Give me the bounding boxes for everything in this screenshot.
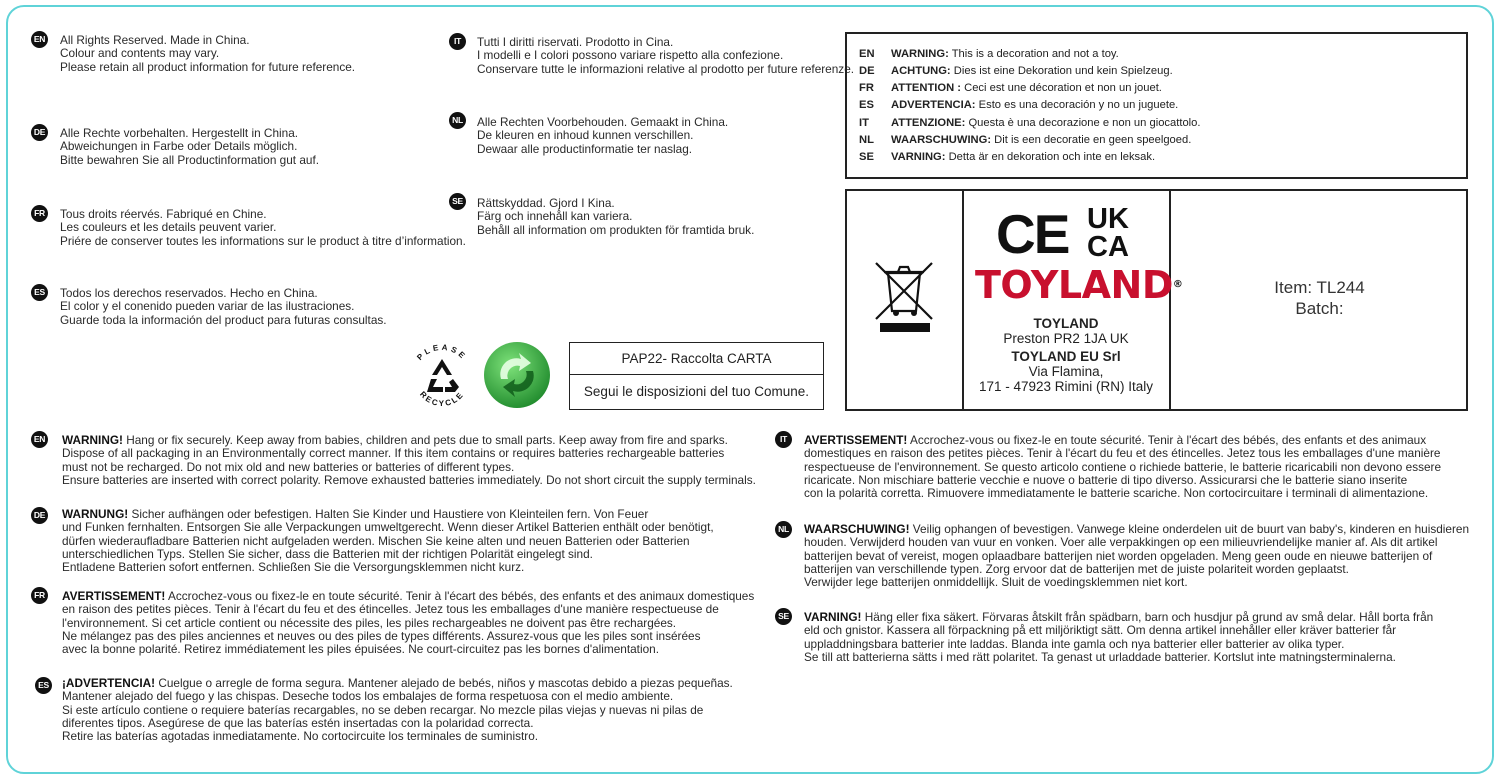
eu-address-2: 171 - 47923 Rimini (RN) Italy bbox=[978, 379, 1154, 394]
notice-en: All Rights Reserved. Made in China. Colour and contents may vary. Please retain all product information for future reference. bbox=[60, 33, 356, 74]
item-panel bbox=[1171, 277, 1468, 319]
green-dot-icon bbox=[483, 341, 551, 409]
lang-badge-de: DE bbox=[31, 507, 48, 524]
compliance-box bbox=[845, 189, 1468, 411]
lang-badge-es: ES bbox=[31, 284, 48, 301]
lang-badge-fr: FR bbox=[31, 587, 48, 604]
please-recycle-logo bbox=[407, 339, 477, 409]
lang-badge-se: SE bbox=[775, 608, 792, 625]
lang-badge-en: EN bbox=[31, 31, 48, 48]
lang-badge-de: DE bbox=[31, 124, 48, 141]
ukca-bottom: CA bbox=[1087, 231, 1129, 263]
eu-address-1: Via Flamina, bbox=[1028, 364, 1104, 379]
lang-badge-se: SE bbox=[449, 193, 466, 210]
safety-nl: WAARSCHUWING! Veilig ophangen of bevestigen. Vanwege kleine onderdelen uit de buurt van baby's, kinderen en huisdieren houden. Verwijderd houden van vuur en vonken. Voer alle verpakkingen op een milieuvriendelijke manier af. Als dit artikel batterijen bevat of vereist, mogen oplaadbare batterijen niet worden opgeladen. Meng geen oude en nieuwe batterijen of batterijen van verschillende typen. Zorg ervoor dat de batterijen met de juiste polariteit worden geplaatst. Verwijder lege batterijen onmiddellijk. Sluit de voedingsklemmen niet kort. bbox=[804, 522, 1470, 590]
address-block bbox=[963, 316, 1169, 394]
pap-code: PAP22- Raccolta CARTA bbox=[570, 343, 823, 375]
safety-en: WARNING! Hang or fix securely. Keep away from babies, children and pets due to small parts. Keep away from fire and sparks. Dispose of all packaging in an Environmentally correct manner. If this item contains or requires batteries rechargeable batteries must not be recharged. Do not mix old and new batteries or batteries of different types. Ensure batteries are inserted with correct polarity. Remove exhausted batteries immediately. Do not short circuit the supply terminals. bbox=[62, 433, 756, 487]
lang-badge-nl: NL bbox=[775, 521, 792, 538]
safety-it: AVERTISSEMENT! Accrochez-vous ou fixez-le en toute sécurité. Tenir à l'écart des bébés, des enfants et des animaux domestiques en raison des petites pièces. Tenir à l'écart du feu et des étincelles. Jetez tous les emballages d'une manière respectueuse de l'environnement. Se questo articolo contiene o richiede batterie, le batterie ricaricabili non devono essere ricaricate. Non mischiare batterie vecchie e nuove o batterie di tipo diverso. Assicurarsi che le batterie siano inserite con la polarità corretta. Rimuovere immediatamente le batterie scariche. Non cortocircuitare i terminali di alimentazione. bbox=[804, 433, 1442, 501]
svg-text:PLEASE bbox=[415, 343, 469, 362]
ukca-top: UK bbox=[1087, 203, 1129, 235]
pap-instruction: Segui le disposizioni del tuo Comune. bbox=[583, 384, 810, 399]
lang-badge-it: IT bbox=[449, 33, 466, 50]
notice-fr: Tous droits réervés. Fabriqué en Chine. Les couleurs et les details peuvent varier. Priére de conserver toutes les informations sur le product à titre d’information. bbox=[60, 207, 466, 248]
ukca-mark bbox=[1087, 205, 1129, 261]
batch-number: Batch: bbox=[1295, 299, 1344, 318]
eu-company: TOYLAND EU Srl bbox=[1011, 349, 1121, 364]
weee-bin-icon bbox=[874, 259, 936, 340]
uk-address: Preston PR2 1JA UK bbox=[1003, 331, 1129, 346]
toyland-logo bbox=[975, 265, 1182, 305]
safety-fr: AVERTISSEMENT! Accrochez-vous ou fixez-le en toute sécurité. Tenir à l'écart des bébés, des enfants et des animaux domestiques en raison des petites pièces. Tenir à l'écart du feu et des étincelles. Jetez tous les emballages d'une manière respectueuse de l'environnement. Si cet article contient ou nécessite des piles, les piles rechargeables ne doivent pas être rechargées. Ne mélangez pas des piles anciennes et neuves ou des piles de types différents. Assurez-vous que les piles sont insérées avec la bonne polarité. Retirez immédiatement les piles épuisées. Ne court-circuitez pas les bornes d'alimentation. bbox=[62, 589, 755, 657]
svg-text:RECYCLE bbox=[418, 390, 466, 408]
recycle-text-ring bbox=[407, 339, 477, 409]
notice-de: Alle Rechte vorbehalten. Hergestellt in China. Abweichungen in Farbe oder Details möglich. Bitte bewahren Sie all Productinformation gut auf. bbox=[60, 126, 320, 167]
notice-es: Todos los derechos reservados. Hecho en China. El color y el conenido pueden variar de las ilustraciones. Guarde toda la información del product para futuras consultas. bbox=[60, 286, 387, 327]
notice-it: Tutti I diritti riservati. Prodotto in Cina. I modelli e I colori possono variare rispetto alla confezione. Conservare tutte le informazioni relative al prodotto per future referenze. bbox=[477, 35, 855, 76]
safety-es: ¡ADVERTENCIA! Cuelgue o arregle de forma segura. Mantener alejado de bebés, niños y mascotas debido a piezas pequeñas. Mantener alejado del fuego y las chispas. Deseche todos los embalajes de forma respetuosa con el medio ambiente. Si este artículo contiene o requiere baterías recargables, no se deben recargar. No mezcle pilas viejas y nuevas ni pilas de diferentes tipos. Asegúrese de que las baterías estén insertadas con la polaridad correcta. Retire las baterías agotadas inmediatamente. No cortocircuite los terminales de suministro. bbox=[62, 676, 733, 744]
not-a-toy-warning-box: EN WARNING: This is a decoration and not a toy. DE ACHTUNG: Dies ist eine Dekoration und kein Spielzeug. FR ATTENTION : Ceci est une décoration et non un jouet. ES ADVERTENCIA: Esto es una decoración y no un juguete. IT ATTENZIONE: Questa è una decorazione e non un giocattolo. NL WAARSCHUWING: Dit is een decoratie en geen speelgoed. SE VARNING: Detta är en dekoration och inte en leksak. bbox=[845, 32, 1468, 179]
lang-badge-it: IT bbox=[775, 431, 792, 448]
notice-nl: Alle Rechten Voorbehouden. Gemaakt in China. De kleuren en inhoud kunnen verschillen. Dewaar alle productinformatie ter naslag. bbox=[477, 115, 729, 156]
lang-badge-fr: FR bbox=[31, 205, 48, 222]
uk-company: TOYLAND bbox=[1033, 316, 1099, 331]
safety-de: WARNUNG! Sicher aufhängen oder befestigen. Halten Sie Kinder und Haustiere von Kleinteilen fern. Von Feuer und Funken fernhalten. Entsorgen Sie alle Verpackungen umweltgerecht. Wenn dieser Artikel Batterien enthält oder benötigt, dürfen wiederaufladbare Batterien nicht aufgeladen werden. Mischen Sie keine alten und neuen Batterien oder Batterien unterschiedlichen Typs. Stellen Sie sicher, dass die Batterien mit der richtigen Polarität eingelegt sind. Entladene Batterien sofort entfernen. Schließen Sie die Versorgungsklemmen nicht kurz. bbox=[62, 507, 714, 575]
pap-disposal-box bbox=[569, 342, 824, 410]
recycle-bottom-text: RECYCLE bbox=[418, 389, 466, 409]
lang-badge-es: ES bbox=[35, 677, 52, 694]
notice-se: Rättskyddad. Gjord I Kina. Färg och innehåll kan variera. Behåll all information om produkten för framtida bruk. bbox=[477, 196, 755, 237]
lang-badge-en: EN bbox=[31, 431, 48, 448]
item-number: Item: TL244 bbox=[1274, 278, 1365, 297]
lang-badge-nl: NL bbox=[449, 112, 466, 129]
green-dot-logo bbox=[483, 341, 551, 414]
recycle-top-text: PLEASE bbox=[415, 342, 469, 363]
ce-mark: CE bbox=[996, 203, 1069, 265]
brand-name: TOYLAND bbox=[975, 263, 1173, 307]
safety-se: VARNING! Häng eller fixa säkert. Förvaras åtskilt från spädbarn, barn och husdjur på grund av små delar. Håll borta från eld och gnistor. Kassera all förpackning på ett miljöriktigt sätt. Om denna artikel innehåller eller kräver batterier får uppladdningsbara batterier inte laddas. Blanda inte gamla och nya batterier eller batterier av olika typer. Se till att batterierna sätts i med rätt polaritet. Ta genast ut urladdade batterier. Kortslut inte matningsterminalerna. bbox=[804, 610, 1434, 664]
registered-mark: ® bbox=[1172, 279, 1183, 290]
